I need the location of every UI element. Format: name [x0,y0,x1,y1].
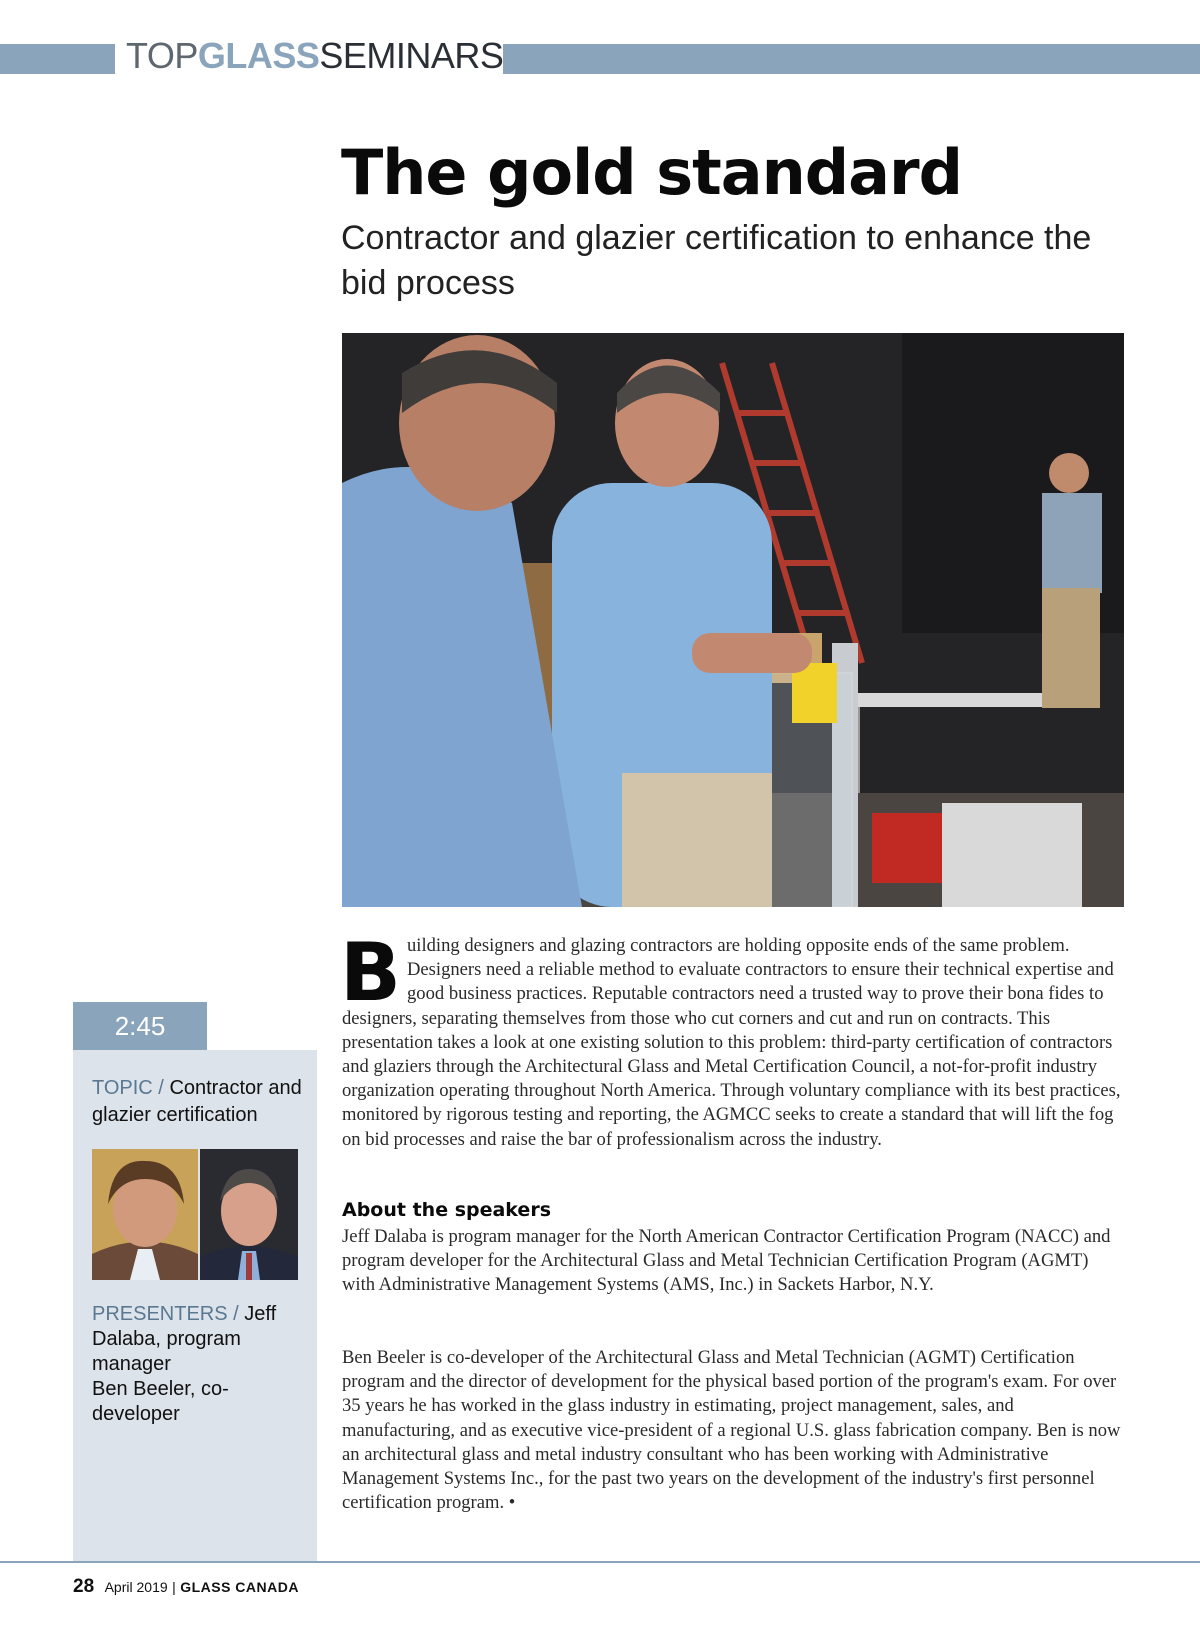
section-title-top: TOP [126,35,198,76]
bio-ben-beeler [342,1346,1124,1515]
issue-date: April 2019 [104,1579,168,1595]
presenters-label: PRESENTERS / [92,1303,239,1325]
section-title [126,36,503,76]
footer-rule [0,1561,1200,1563]
session-time: 2:45 [73,1002,207,1050]
article-subhead: Contractor and glazier certification to enhance the bid process [341,219,1092,302]
magazine-name: GLASS CANADA [180,1579,299,1595]
speaker-photo-jeff-dalaba [92,1149,198,1280]
page-number: 28 [73,1576,95,1597]
presenter-2: Ben Beeler, co-developer [92,1378,229,1425]
topic-label: TOPIC / [92,1077,164,1099]
intro-paragraph [340,926,1124,1152]
bio-jeff-dalaba [342,1225,1124,1298]
section-title-glass: GLASS [197,35,320,76]
article-photo [342,333,1124,907]
presenter-1: Jeff Dalaba, program manager [92,1303,277,1375]
speaker-photo-ben-beeler [200,1149,298,1280]
presenters-block [92,1302,307,1427]
page-footer [73,1576,299,1598]
topic-block [92,1075,302,1129]
bio-2-text: Ben Beeler is co-developer of the Architectural Glass and Metal Technician (AGMT) Certification program and the director of development for the physical based portion of the program's exam. For over 35 years he has worked in the glass industry in estimating, project management, sales, and manufacturing, and as executive vice-president of a regional U.S. glass fabrication company. Ben is now an architectural glass and metal industry consultant who has been working with Administrative Management Systems Inc., for the past two years on the development of the industry's first personnel certification program. • [342,1347,1121,1514]
intro-text: uilding designers and glazing contractors are holding opposite ends of the same problem. Designers need a reliable method to evaluate contractors to ensure their technical expertise and good business practices. Reputable contractors need a trusted way to prove their bona fides to designers, separating themselves from those who cut corners and cut and run on contracts. This presentation takes a look at one existing solution to this problem: third-party certification of contractors and glaziers through the Architectural Glass and Metal Certification Council, a not-for-profit industry organization operating throughout North America. Through voluntary compliance with its best practices, monitored by rigorous testing and reporting, the AGMCC seeks to create a standard that will lift the fog on bid processes and raise the bar of professionalism across the industry. [342,935,1121,1150]
article-headline: The gold standard [341,136,962,209]
header-band-right [503,44,1200,74]
about-speakers-heading: About the speakers [342,1199,551,1221]
section-title-seminars: SEMINARS [319,35,504,76]
drop-cap: B [340,926,401,1019]
header-band-left [0,44,115,74]
footer-separator: | [172,1579,176,1595]
bio-1-text: Jeff Dalaba is program manager for the North American Contractor Certification Program (NACC) and program developer for the Architectural Glass and Metal Technician Certification Program (AGMT) with Administrative Management Systems (AMS, Inc.) in Sackets Harbor, N.Y. [342,1226,1111,1296]
topic-text: Contractor and glazier certification [92,1077,302,1126]
